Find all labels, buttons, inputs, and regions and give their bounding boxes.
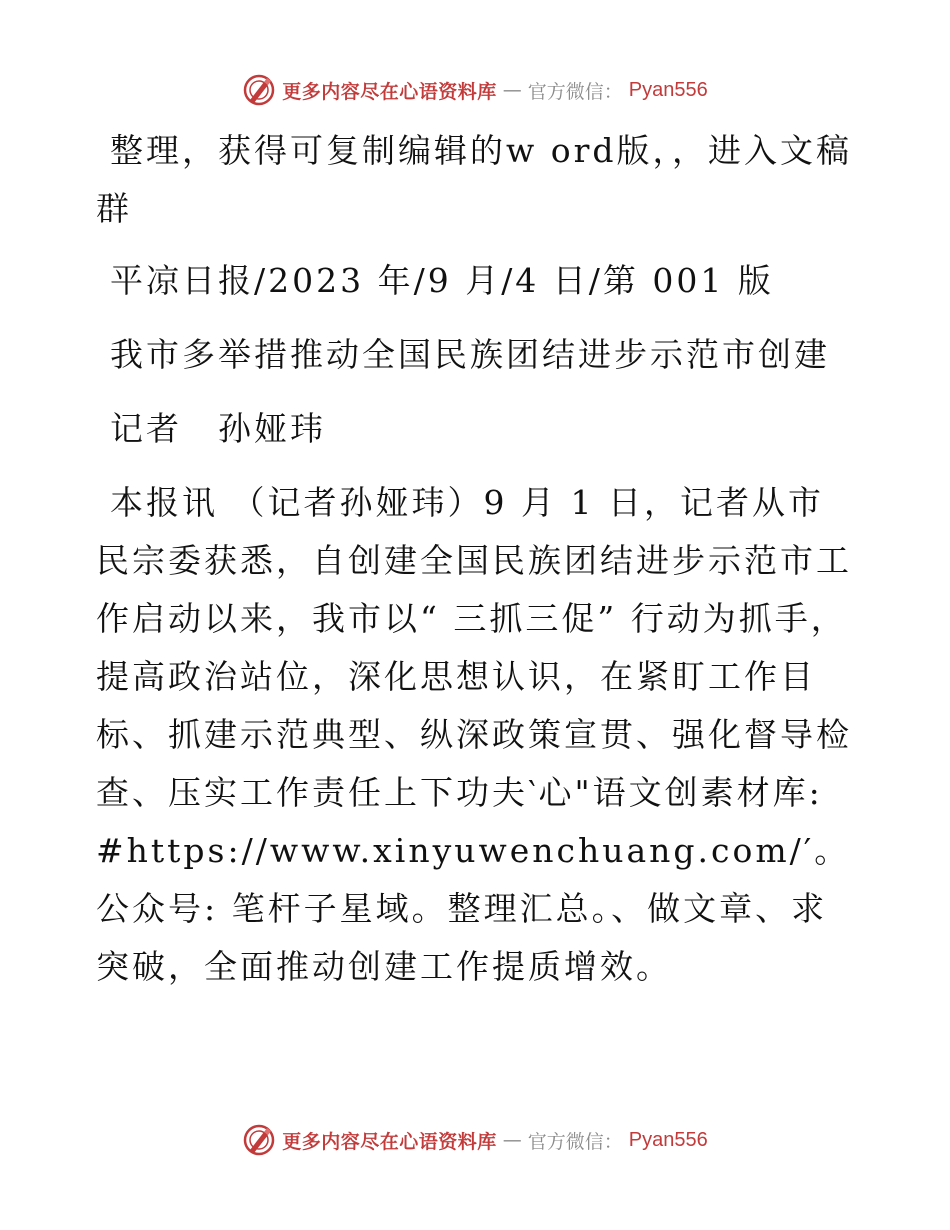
watermark-official-label: 官方微信： (527, 80, 623, 103)
watermark-main-text: 更多内容尽在心语资料库 (282, 1130, 497, 1153)
watermark-main-text: 更多内容尽在心语资料库 (282, 80, 497, 103)
watermark-wechat-id: Pyan556 (628, 78, 708, 101)
source-line: 平凉日报/2023 年/9 月/4 日/第 001 版 (110, 261, 774, 300)
watermark-header (0, 70, 950, 110)
document-content (96, 122, 854, 1012)
watermark-separator: — (502, 79, 522, 101)
headline: 我市多举措推动全国民族团结进步示范市创建 (110, 335, 830, 374)
body-paragraph: 本报讯 （记者孙娅玮）9 月 1 日，记者从市民宗委获悉，自创建全国民族团结进步示范市工作启动以来，我市以“ 三抓三促” 行动为抓手，提高政治站位，深化思想认识，在紧盯工作目标、抓建示范典型、纵深政策宣贯、强化督导检查、压实工作责任上下功夫‵心"语文创素材库: #https://www.xinyuwenchuang.com/′。公众号: 笔杆子星域。整理汇总。、做文章、求突破，全面推动创建工作提质增效。 (96, 483, 852, 986)
watermark-separator: — (502, 1129, 522, 1151)
byline: 记者 孙娅玮 (110, 409, 326, 448)
watermark-official-label: 官方微信： (527, 1130, 623, 1153)
pen-logo-icon (242, 1123, 276, 1157)
watermark-wechat-id: Pyan556 (628, 1128, 708, 1151)
intro-paragraph: 整理，获得可复制编辑的w ord版，，进入文稿群 (96, 131, 853, 228)
pen-logo-icon (242, 73, 276, 107)
watermark-footer (0, 1120, 950, 1160)
